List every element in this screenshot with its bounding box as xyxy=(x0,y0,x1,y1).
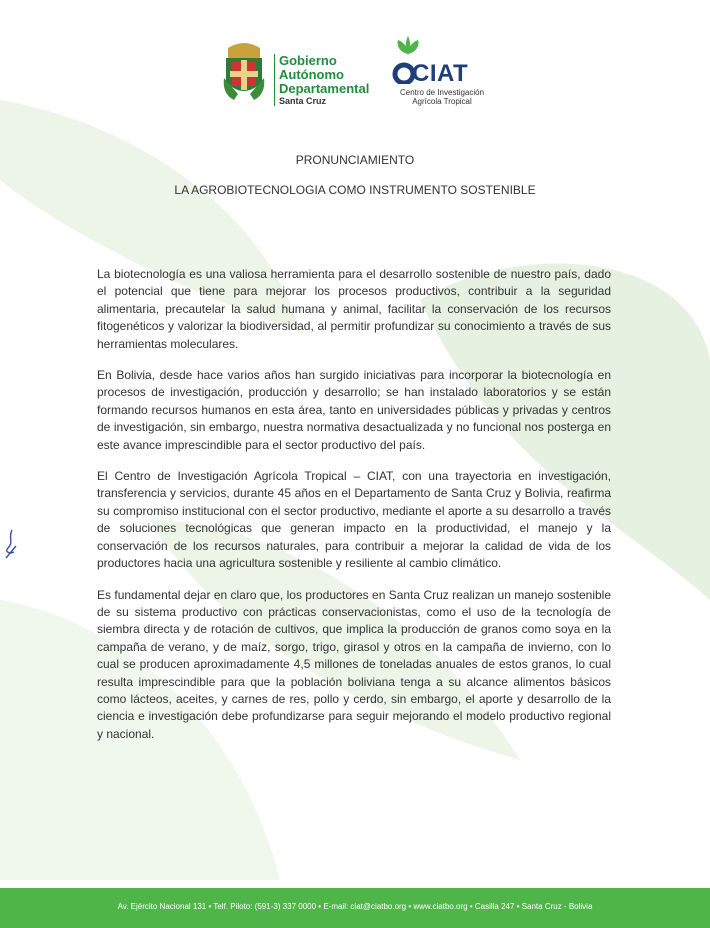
gov-line1: Gobierno xyxy=(279,53,337,68)
ciat-name: CIAT xyxy=(412,60,469,87)
gov-line3: Departamental xyxy=(279,81,370,96)
header-logos xyxy=(218,36,488,106)
paragraph-1: La biotecnología es una valiosa herramienta para el desarrollo sostenible de nuestro país, dado el potencial que tiene para mejorar los procesos productivos, contribuir a la seguridad alimentaria, precautelar la salud humana y animal, facilitar la conservación de los recursos fitogenéticos y valorizar la biodiversidad, al permitir profundizar su conocimiento a través de sus herramientas moleculares. xyxy=(97,267,611,351)
coat-of-arms-icon xyxy=(222,38,266,102)
document-title: PRONUNCIAMIENTO xyxy=(295,153,415,167)
paragraph-4: Es fundamental dejar en claro que, los productores en Santa Cruz realizan un manejo sostenible de su sistema productivo con prácticas conservacionistas, como el uso de la tecnología de siembra directa y de rotación de cultivos, que implica la producción de granos como soya en la campaña de verano, y de maíz, sorgo, trigo, girasol y otros en la campaña de invierno, con lo cual se producen aproximadamente 4,5 millones de toneladas anuales de estos granos, lo cual resulta imprescindible para que la población boliviana tenga a su alcance alimentos básicos como lácteos, aceites, y carnes de res, pollo y cerdo, sin embargo, el aporte y desarrollo de la ciencia e investigación debe profundizarse para seguir mejorando el modelo productivo regional y nacional. xyxy=(97,587,611,741)
ciat-subtitle-line1: Centro de Investigación xyxy=(399,88,485,97)
gov-line2: Autónomo xyxy=(279,67,344,82)
paragraph-2: En Bolivia, desde hace varios años han surgido iniciativas para incorporar la biotecnología en procesos de investigación, producción y desarrollo; se han instalado laboratorios y se están formando recursos humanos en esta área, tanto en universidades públicas y privadas y centros de investigación, sin embargo, nuestra normativa desactualizada y no funcional nos posterga en este avance imprescindible para el sector productivo del país. xyxy=(97,368,611,452)
footer-bar xyxy=(0,888,710,928)
government-logo xyxy=(218,36,368,106)
handwritten-mark xyxy=(0,528,22,562)
ciat-subtitle-line2: Agrícola Tropical xyxy=(412,97,472,106)
footer-contact: Av. Ejército Nacional 131 • Telf. Piloto: (591-3) 337 0000 • E-mail: ciat@ciatbo.org • www.ciatbo.org • Casilla 247 • Santa Cruz - Bolivia xyxy=(117,902,593,911)
document-subtitle: LA AGROBIOTECNOLOGIA COMO INSTRUMENTO SOSTENIBLE xyxy=(174,183,536,197)
government-name xyxy=(274,54,369,106)
letter-body xyxy=(97,266,611,757)
paragraph-3: El Centro de Investigación Agrícola Tropical – CIAT, con una trayectoria en investigación, transferencia y servicios, durante 45 años en el Departamento de Santa Cruz y Bolivia, reafirma su compromiso institucional con el sector productivo, mediante el aporte a su desarrollo a través de soluciones tecnológicas que generan impacto en la productividad, el manejo y la conservación de los recursos naturales, para contribuir a mejorar la calidad de vida de los productores hacia una agricultura sostenible y resiliente al cambio climático. xyxy=(97,469,611,571)
ciat-subtitle xyxy=(394,88,490,106)
gov-line4: Santa Cruz xyxy=(279,96,327,106)
ciat-logo xyxy=(390,36,490,106)
